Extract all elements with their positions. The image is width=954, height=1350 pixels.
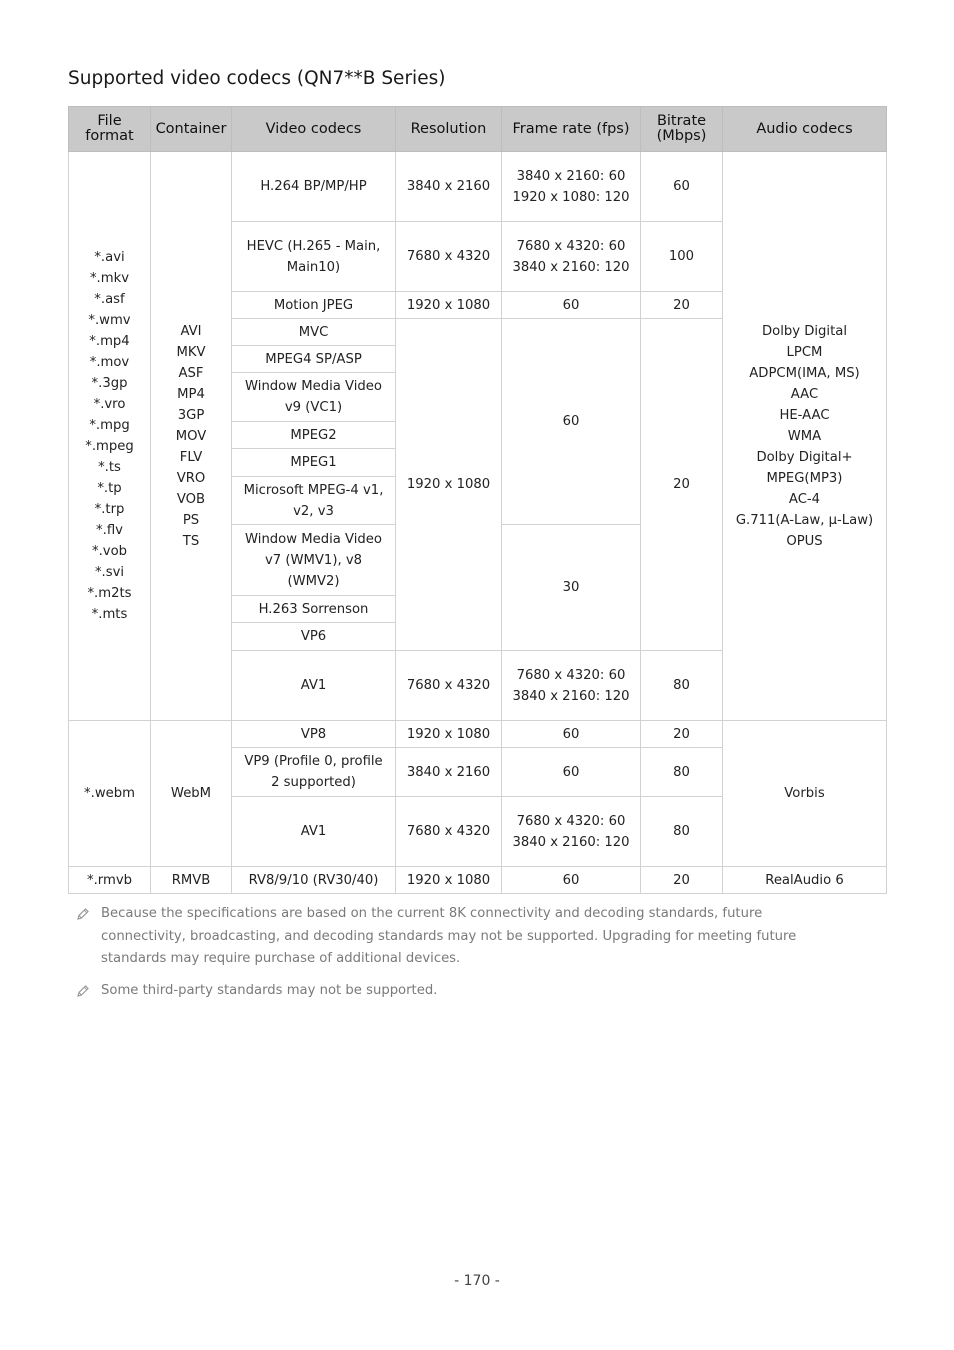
codec-vp6: VP6 — [232, 623, 396, 651]
codec-mpeg1: MPEG1 — [232, 449, 396, 477]
file-format-list: *.avi *.mkv *.asf *.wmv *.mp4 *.mov *.3gp *.vro *.mpg *.mpeg *.ts *.tp *.trp *.flv *.vob *.svi *.m2ts *.mts — [69, 152, 151, 721]
header-bitrate: Bitrate (Mbps) — [641, 107, 723, 152]
pencil-icon — [76, 984, 90, 998]
container-rmvb: RMVB — [151, 867, 232, 894]
header-file-format: File format — [69, 107, 151, 152]
codec-mvc: MVC — [232, 319, 396, 346]
table-row — [69, 721, 887, 748]
pencil-icon — [76, 907, 90, 921]
resolution-rv: 1920 x 1080 — [396, 867, 502, 894]
codec-h264: H.264 BP/MP/HP — [232, 152, 396, 222]
bitrate-mjpeg: 20 — [641, 292, 723, 319]
codec-av1-webm: AV1 — [232, 797, 396, 867]
fps-vp8: 60 — [502, 721, 641, 748]
resolution-vp8: 1920 x 1080 — [396, 721, 502, 748]
bitrate-vp9: 80 — [641, 748, 723, 797]
fps-vp9: 60 — [502, 748, 641, 797]
notes — [76, 903, 846, 1011]
note-item — [76, 903, 846, 971]
codec-hevc: HEVC (H.265 - Main, Main10) — [232, 222, 396, 292]
table-row — [69, 867, 887, 894]
file-format-rmvb: *.rmvb — [69, 867, 151, 894]
fps-shared-a: 60 — [502, 319, 641, 525]
note-text: Some third-party standards may not be supported. — [101, 982, 438, 998]
audio-codec-webm: Vorbis — [723, 721, 887, 867]
fps-rv: 60 — [502, 867, 641, 894]
resolution-h264: 3840 x 2160 — [396, 152, 502, 222]
bitrate-av1-webm: 80 — [641, 797, 723, 867]
page-number: - 170 - — [454, 1273, 500, 1289]
resolution-av1: 7680 x 4320 — [396, 651, 502, 721]
bitrate-h264: 60 — [641, 152, 723, 222]
fps-hevc: 7680 x 4320: 60 3840 x 2160: 120 — [502, 222, 641, 292]
page-title: Supported video codecs (QN7**B Series) — [68, 68, 446, 89]
audio-codec-list: Dolby Digital LPCM ADPCM(IMA, MS) AAC HE-AAC WMA Dolby Digital+ MPEG(MP3) AC-4 G.711(A-Law, μ-Law) OPUS — [723, 152, 887, 721]
table-row — [69, 152, 887, 222]
bitrate-shared: 20 — [641, 319, 723, 651]
table-header-row — [69, 107, 887, 152]
codec-rv: RV8/9/10 (RV30/40) — [232, 867, 396, 894]
bitrate-hevc: 100 — [641, 222, 723, 292]
codecs-table — [68, 106, 887, 894]
codec-wmv7: Window Media Video v7 (WMV1), v8 (WMV2) — [232, 525, 396, 596]
fps-av1-webm: 7680 x 4320: 60 3840 x 2160: 120 — [502, 797, 641, 867]
fps-shared-b: 30 — [502, 525, 641, 651]
codec-vp9: VP9 (Profile 0, profile 2 supported) — [232, 748, 396, 797]
codec-wmv9: Window Media Video v9 (VC1) — [232, 373, 396, 422]
bitrate-av1: 80 — [641, 651, 723, 721]
note-text: Because the specifications are based on the current 8K connectivity and decoding standards, future connectivity, broadcasting, and decoding standards may not be supported. Upgrading for meeting future standards may require purchase of additional devices. — [101, 906, 797, 966]
container-webm: WebM — [151, 721, 232, 867]
codec-msmpeg4: Microsoft MPEG-4 v1, v2, v3 — [232, 477, 396, 525]
fps-mjpeg: 60 — [502, 292, 641, 319]
fps-h264: 3840 x 2160: 60 1920 x 1080: 120 — [502, 152, 641, 222]
header-video-codecs: Video codecs — [232, 107, 396, 152]
bitrate-rv: 20 — [641, 867, 723, 894]
codec-mjpeg: Motion JPEG — [232, 292, 396, 319]
fps-av1: 7680 x 4320: 60 3840 x 2160: 120 — [502, 651, 641, 721]
resolution-shared: 1920 x 1080 — [396, 319, 502, 651]
header-audio-codecs: Audio codecs — [723, 107, 887, 152]
resolution-vp9: 3840 x 2160 — [396, 748, 502, 797]
codec-av1: AV1 — [232, 651, 396, 721]
header-container: Container — [151, 107, 232, 152]
resolution-hevc: 7680 x 4320 — [396, 222, 502, 292]
bitrate-vp8: 20 — [641, 721, 723, 748]
note-item — [76, 980, 846, 1003]
header-frame-rate: Frame rate (fps) — [502, 107, 641, 152]
codec-h263: H.263 Sorrenson — [232, 596, 396, 623]
header-resolution: Resolution — [396, 107, 502, 152]
resolution-mjpeg: 1920 x 1080 — [396, 292, 502, 319]
resolution-av1-webm: 7680 x 4320 — [396, 797, 502, 867]
container-list: AVI MKV ASF MP4 3GP MOV FLV VRO VOB PS TS — [151, 152, 232, 721]
codec-mpeg4sp: MPEG4 SP/ASP — [232, 346, 396, 373]
codec-vp8: VP8 — [232, 721, 396, 748]
audio-codec-rmvb: RealAudio 6 — [723, 867, 887, 894]
file-format-webm: *.webm — [69, 721, 151, 867]
codec-mpeg2: MPEG2 — [232, 422, 396, 449]
